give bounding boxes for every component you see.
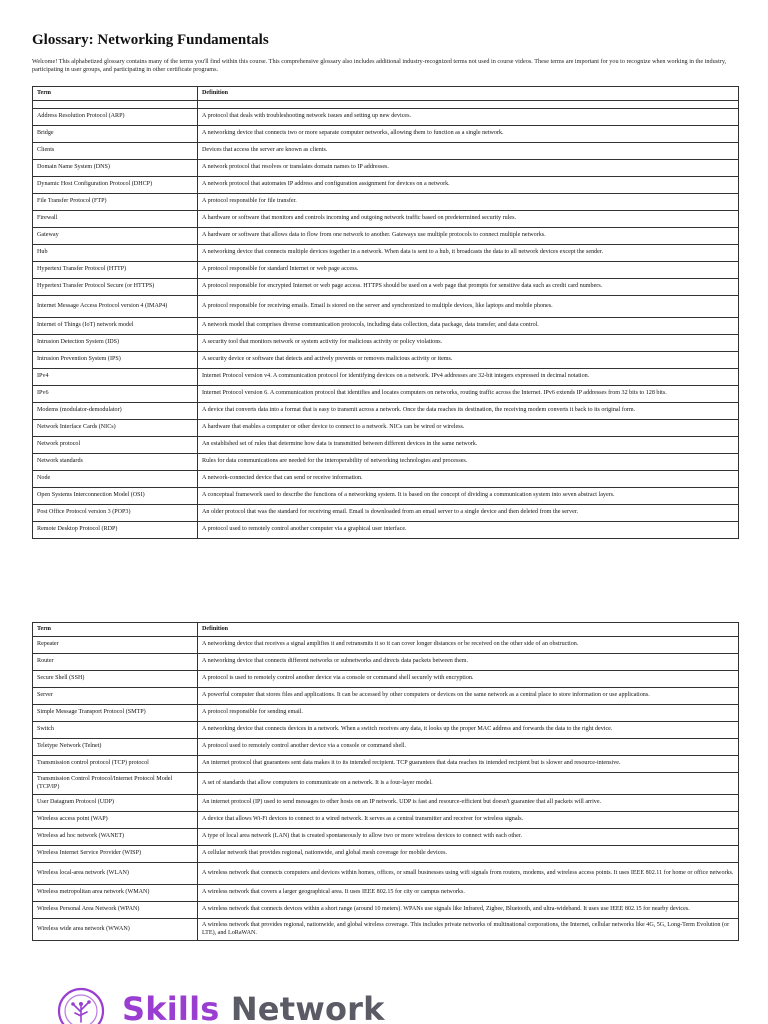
table-row [33,795,739,812]
table-row [33,454,739,471]
table-row [33,756,739,773]
term-cell: Wireless wide area network (WWAN) [33,919,198,941]
definition-cell: A protocol responsible for encrypted Internet or web page access. HTTPS should be used on a web page that prompts for sensitive data such as credit card numbers. [198,279,739,296]
term-cell: Wireless Personal Area Network (WPAN) [33,902,198,919]
definition-cell: A security device or software that detects and actively prevents or removes malicious activity or items. [198,352,739,369]
definition-cell: A protocol responsible for file transfer. [198,194,739,211]
table-header-row [33,623,739,637]
definition-cell: Internet Protocol version v4. A communication protocol for identifying devices on a network. IPv4 addresses are 32-bit integers expressed in decimal notation. [198,369,739,386]
term-cell: Intrusion Detection System (IDS) [33,335,198,352]
table-row [33,262,739,279]
definition-cell: A powerful computer that stores files and applications. It can be accessed by other computers or devices on the same network as a central place to store information or use applications. [198,688,739,705]
term-cell: Hypertext Transfer Protocol (HTTP) [33,262,198,279]
table-row [33,143,739,160]
table-row [33,352,739,369]
definition-cell: A wireless network that connects devices within a short range (around 10 meters). WPANs use signals like Infrared, Zigbee, Bluetooth, and ultra-wideband. It uses use IEEE 802.15 for nearby devices. [198,902,739,919]
brand-network: Network [219,990,385,1024]
table-row [33,637,739,654]
table-row [33,403,739,420]
term-cell: Address Resolution Protocol (ARP) [33,109,198,126]
table-row [33,505,739,522]
term-cell: IPv6 [33,386,198,403]
intro-paragraph: Welcome! This alphabetized glossary contains many of the terms you'll find within this course. This comprehensive glossary also includes additional industry-recognized terms not used in course videos. These terms are important for you to recognize when working in the industry, participating in user groups, and participating in other certificate programs. [32,58,727,73]
definition-cell: A network model that comprises diverse communication protocols, including data collection, data package, data transfer, and data control. [198,318,739,335]
term-cell: Hypertext Transfer Protocol Secure (or HTTPS) [33,279,198,296]
definition-cell: An internet protocol that guarantees sent data makes it to its intended recipient. TCP guarantees that data reaches its intended recipient but is slower and resource-intensive. [198,756,739,773]
term-cell: Simple Message Transport Protocol (SMTP) [33,705,198,722]
table-row [33,863,739,885]
definition-cell: An older protocol that was the standard for receiving email. Email is downloaded from an email server to a single device and then deleted from the server. [198,505,739,522]
definition-cell: A device that allows Wi-Fi devices to connect to a wired network. It serves as a central transmitter and receiver for wireless signals. [198,812,739,829]
term-cell: Wireless Internet Service Provider (WISP) [33,846,198,863]
table-row [33,829,739,846]
table-header-row [33,87,739,101]
table-row [33,296,739,318]
term-cell: Repeater [33,637,198,654]
definition-cell: A network-connected device that can send or receive information. [198,471,739,488]
table-row [33,279,739,296]
term-cell: Teletype Network (Telnet) [33,739,198,756]
term-cell: Network protocol [33,437,198,454]
term-cell: Wireless access point (WAP) [33,812,198,829]
definition-column-header: Definition [198,87,739,101]
table-row [33,437,739,454]
term-cell: Remote Desktop Protocol (RDP) [33,522,198,539]
glossary-table-1 [32,86,739,539]
term-cell: Wireless ad hoc network (WANET) [33,829,198,846]
table-row [33,126,739,143]
table-row [33,194,739,211]
definition-cell: A networking device that connects multiple devices together in a network. When data is sent to a hub, it broadcasts the data to all network devices except the sender. [198,245,739,262]
definition-column-header: Definition [198,623,739,637]
table-row [33,245,739,262]
skills-network-logo-icon [56,986,106,1024]
table-row [33,386,739,403]
spacer-cell [33,101,198,109]
definition-cell: A set of standards that allow computers to communicate on a network. It is a four-layer model. [198,773,739,795]
definition-cell: A conceptual framework used to describe the functions of a networking system. It is based on the concept of dividing a communication system into seven abstract layers. [198,488,739,505]
table-row [33,335,739,352]
table-row [33,522,739,539]
term-cell: Intrusion Prevention System (IPS) [33,352,198,369]
term-cell: Firewall [33,211,198,228]
page-title: Glossary: Networking Fundamentals [32,32,269,48]
brand-skills: Skills [122,990,220,1024]
term-cell: Transmission control protocol (TCP) protocol [33,756,198,773]
table-row [33,420,739,437]
definition-cell: A wireless network that covers a larger geographical area. It uses IEEE 802.15 for city or campus networks. [198,885,739,902]
table-row [33,773,739,795]
term-cell: Gateway [33,228,198,245]
table-row [33,902,739,919]
definition-cell: A networking device that connects devices in a network. When a switch receives any data, it looks up the proper MAC address and forwards the data to the right device. [198,722,739,739]
table-row [33,671,739,688]
definition-cell: Internet Protocol version 6. A communication protocol that identifies and locates computers on networks, routing traffic across the Internet. IPv6 extends IP addresses from 32 bits to 128 bits. [198,386,739,403]
term-cell: Internet of Things (IoT) network model [33,318,198,335]
term-cell: Transmission Control Protocol/Internet Protocol Model (TCP/IP) [33,773,198,795]
term-cell: Open Systems Interconnection Model (OSI) [33,488,198,505]
definition-cell: A protocol responsible for receiving emails. Email is stored on the server and synchronized to multiple devices, like laptops and mobile phones. [198,296,739,318]
definition-cell: A hardware or software that allows data to flow from one network to another. Gateways use multiple protocols to connect multiple networks. [198,228,739,245]
definition-cell: A protocol used to remotely control another computer via a graphical user interface. [198,522,739,539]
definition-cell: A protocol is used to remotely control another device via a console or command shell securely with encryption. [198,671,739,688]
table-row [33,722,739,739]
term-cell: IPv4 [33,369,198,386]
term-cell: Modems (modulator-demodulator) [33,403,198,420]
table-row [33,369,739,386]
footer-brand [56,980,456,1024]
table-row [33,488,739,505]
definition-cell: A wireless network that connects computers and devices within homes, offices, or small businesses using wifi signals from routers, modems, and wireless access points. It uses IEEE 802.11 for home or office networks. [198,863,739,885]
table-row [33,846,739,863]
table-row [33,654,739,671]
term-column-header: Term [33,87,198,101]
definition-cell: A cellular network that provides regional, nationwide, and global mesh coverage for mobile devices. [198,846,739,863]
spacer-row [33,101,739,109]
table-row [33,211,739,228]
definition-cell: A network protocol that resolves or translates domain names to IP addresses. [198,160,739,177]
definition-cell: A networking device that connects different networks or subnetworks and directs data packets between them. [198,654,739,671]
table-row [33,471,739,488]
definition-cell: An established set of rules that determine how data is transmitted between different devices in the same network. [198,437,739,454]
term-cell: Server [33,688,198,705]
term-cell: Wireless local-area network (WLAN) [33,863,198,885]
table-row [33,318,739,335]
table-row [33,919,739,941]
definition-cell: A protocol used to remotely control another device via a console or command shell. [198,739,739,756]
term-cell: User Datagram Protocol (UDP) [33,795,198,812]
definition-cell: A network protocol that automates IP address and configuration assignment for devices on a network. [198,177,739,194]
term-cell: Network standards [33,454,198,471]
term-cell: Domain Name System (DNS) [33,160,198,177]
table-row [33,228,739,245]
table-row [33,739,739,756]
term-cell: Hub [33,245,198,262]
definition-cell: A protocol responsible for sending email. [198,705,739,722]
term-cell: Wireless metropolitan area network (WMAN) [33,885,198,902]
table-row [33,160,739,177]
term-cell: Node [33,471,198,488]
term-cell: Dynamic Host Configuration Protocol (DHCP) [33,177,198,194]
definition-cell: A security tool that monitors network or system activity for malicious activity or policy violations. [198,335,739,352]
table-row [33,885,739,902]
term-cell: Post Office Protocol version 3 (POP3) [33,505,198,522]
term-cell: Router [33,654,198,671]
definition-cell: A protocol that deals with troubleshooting network issues and setting up new devices. [198,109,739,126]
term-cell: File Transfer Protocol (FTP) [33,194,198,211]
term-cell: Clients [33,143,198,160]
table-row [33,177,739,194]
spacer-cell [198,101,739,109]
term-cell: Bridge [33,126,198,143]
term-cell: Switch [33,722,198,739]
definition-cell: A hardware that enables a computer or other device to connect to a network. NICs can be wired or wireless. [198,420,739,437]
term-cell: Secure Shell (SSH) [33,671,198,688]
term-column-header: Term [33,623,198,637]
definition-cell: An internet protocol (IP) used to send messages to other hosts on an IP network. UDP is fast and resource-efficient but doesn't guarantee that all packets will arrive. [198,795,739,812]
term-cell: Network Interface Cards (NICs) [33,420,198,437]
definition-cell: Devices that access the server are known as clients. [198,143,739,160]
term-cell: Internet Message Access Protocol version 4 (IMAP4) [33,296,198,318]
definition-cell: A type of local area network (LAN) that is created spontaneously to allow two or more wireless devices to connect with each other. [198,829,739,846]
glossary-table-2 [32,622,739,941]
definition-cell: A networking device that receives a signal amplifies it and retransmits it so it can cover longer distances or be received on the other side of an obstruction. [198,637,739,654]
definition-cell: A hardware or software that monitors and controls incoming and outgoing network traffic based on predetermined security rules. [198,211,739,228]
brand-wordmark [122,990,385,1024]
definition-cell: Rules for data communications are needed for the interoperability of networking technologies and processes. [198,454,739,471]
table-row [33,705,739,722]
definition-cell: A device that converts data into a format that is easy to transmit across a network. Once the data reaches its destination, the receiving modem converts it back to its original form. [198,403,739,420]
table-row [33,109,739,126]
table-row [33,812,739,829]
definition-cell: A protocol responsible for standard Internet or web page access. [198,262,739,279]
table-row [33,688,739,705]
definition-cell: A networking device that connects two or more separate computer networks, allowing them to function as a single network. [198,126,739,143]
definition-cell: A wireless network that provides regional, nationwide, and global wireless coverage. This includes private networks of multinational corporations, the Internet, cellular networks like 4G, 5G, Long-Term Evolution (or LTE), and LoRaWAN. [198,919,739,941]
